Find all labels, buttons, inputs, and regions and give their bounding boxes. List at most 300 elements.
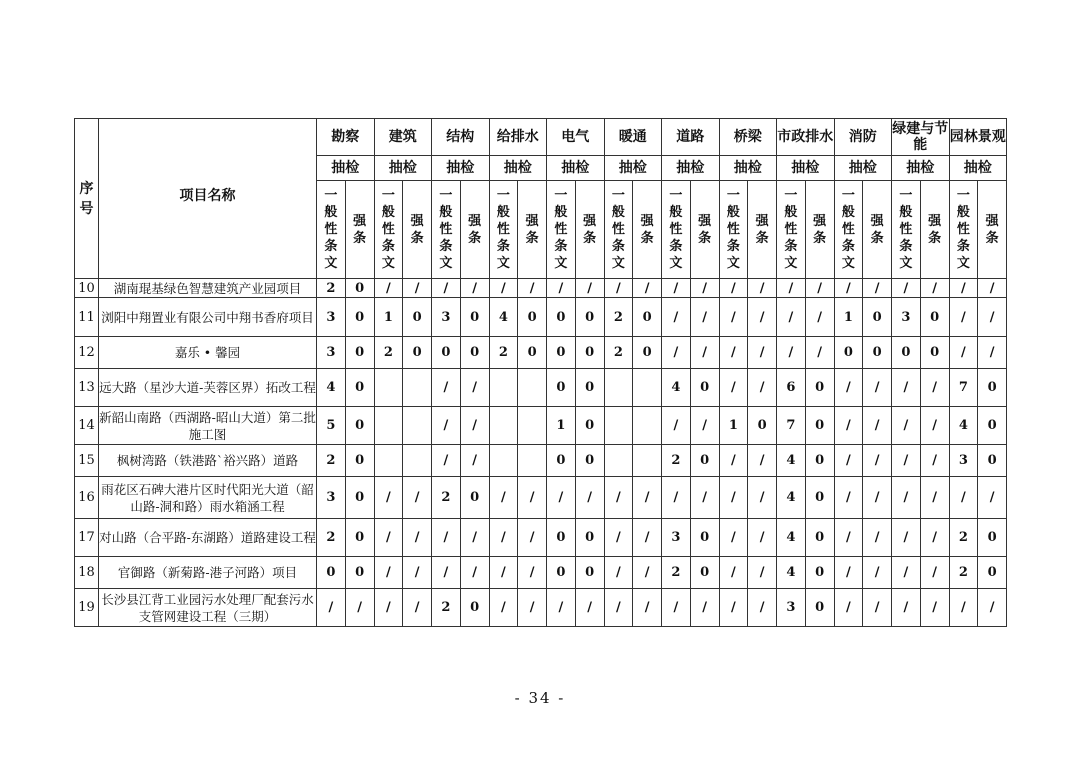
row-value-10 (604, 369, 633, 407)
row-value-15: / (748, 279, 777, 298)
table-row (75, 557, 1007, 589)
row-value-20: / (892, 519, 921, 557)
table-row (75, 337, 1007, 369)
row-value-5: 0 (460, 337, 489, 369)
row-value-10: 2 (604, 298, 633, 337)
row-value-4: / (432, 279, 461, 298)
row-value-15: / (748, 369, 777, 407)
row-value-7 (518, 369, 547, 407)
row-value-18: / (834, 557, 863, 589)
row-value-7: / (518, 519, 547, 557)
row-value-22: 2 (949, 557, 978, 589)
row-value-2: / (374, 589, 403, 627)
row-value-16: 4 (777, 519, 806, 557)
row-value-13: / (690, 279, 719, 298)
row-serial-no: 16 (75, 477, 99, 519)
row-value-5: / (460, 557, 489, 589)
row-value-11: / (633, 589, 662, 627)
row-value-19: / (863, 369, 892, 407)
row-value-17: 0 (805, 557, 834, 589)
row-value-0: 4 (317, 369, 346, 407)
header-sampling-7: 抽检 (719, 156, 777, 181)
row-value-6: / (489, 519, 518, 557)
row-serial-no: 13 (75, 369, 99, 407)
row-value-3: / (403, 557, 432, 589)
row-value-18: / (834, 369, 863, 407)
header-mandatory-clause-0: 强条 (345, 181, 374, 279)
row-value-15: / (748, 298, 777, 337)
row-value-20: / (892, 557, 921, 589)
row-value-3: / (403, 477, 432, 519)
row-value-9: 0 (575, 445, 604, 477)
row-value-21: / (920, 519, 949, 557)
row-value-12: 4 (662, 369, 691, 407)
row-value-8: / (547, 589, 576, 627)
header-mandatory-clause-8: 强条 (805, 181, 834, 279)
row-value-1: 0 (345, 369, 374, 407)
row-value-19: / (863, 477, 892, 519)
header-sampling-2: 抽检 (432, 156, 490, 181)
row-value-9: / (575, 279, 604, 298)
row-value-1: 0 (345, 445, 374, 477)
row-value-15: / (748, 477, 777, 519)
row-value-12: / (662, 279, 691, 298)
header-mandatory-clause-5: 强条 (633, 181, 662, 279)
row-value-4: 2 (432, 589, 461, 627)
row-value-20: / (892, 279, 921, 298)
header-discipline-10: 绿建与节能 (892, 119, 950, 156)
row-value-21: / (920, 407, 949, 445)
row-value-20: 0 (892, 337, 921, 369)
row-value-3 (403, 407, 432, 445)
row-value-10 (604, 445, 633, 477)
header-general-clause-3: 一般性条文 (489, 181, 518, 279)
row-value-13: 0 (690, 519, 719, 557)
row-value-23: / (978, 279, 1007, 298)
row-value-19: / (863, 519, 892, 557)
row-value-14: / (719, 298, 748, 337)
row-value-2: / (374, 279, 403, 298)
row-value-14: / (719, 369, 748, 407)
row-value-11 (633, 407, 662, 445)
row-project-name: 远大路（星沙大道-芙蓉区界）拓改工程 (99, 369, 317, 407)
header-discipline-8: 市政排水 (777, 119, 835, 156)
row-value-4: / (432, 369, 461, 407)
row-value-5: 0 (460, 298, 489, 337)
row-value-22: 4 (949, 407, 978, 445)
row-value-6 (489, 445, 518, 477)
row-value-8: / (547, 477, 576, 519)
row-value-20: / (892, 369, 921, 407)
row-value-22: 3 (949, 445, 978, 477)
row-value-13: / (690, 589, 719, 627)
row-value-17: / (805, 337, 834, 369)
row-value-19: 0 (863, 298, 892, 337)
row-value-18: 0 (834, 337, 863, 369)
row-value-16: / (777, 279, 806, 298)
header-general-clause-7: 一般性条文 (719, 181, 748, 279)
row-value-18: / (834, 589, 863, 627)
row-value-4: 3 (432, 298, 461, 337)
row-value-1: 0 (345, 298, 374, 337)
row-value-23: 0 (978, 557, 1007, 589)
row-value-21: / (920, 279, 949, 298)
row-value-6: / (489, 589, 518, 627)
row-value-13: / (690, 337, 719, 369)
row-value-14: / (719, 337, 748, 369)
row-value-13: / (690, 477, 719, 519)
header-mandatory-clause-9: 强条 (863, 181, 892, 279)
row-value-10: / (604, 519, 633, 557)
row-value-3 (403, 369, 432, 407)
header-discipline-7: 桥梁 (719, 119, 777, 156)
row-value-4: 2 (432, 477, 461, 519)
row-value-17: 0 (805, 589, 834, 627)
header-discipline-0: 勘察 (317, 119, 375, 156)
row-value-21: 0 (920, 298, 949, 337)
row-value-1: 0 (345, 407, 374, 445)
row-value-17: 0 (805, 477, 834, 519)
row-value-19: 0 (863, 337, 892, 369)
row-value-8: 1 (547, 407, 576, 445)
header-sampling-11: 抽检 (949, 156, 1007, 181)
row-value-16: 3 (777, 589, 806, 627)
row-project-name: 雨花区石碑大港片区时代阳光大道（韶山路-洞和路）雨水箱涵工程 (99, 477, 317, 519)
row-value-18: / (834, 279, 863, 298)
row-serial-no: 14 (75, 407, 99, 445)
row-project-name: 长沙县江背工业园污水处理厂配套污水支管网建设工程（三期） (99, 589, 317, 627)
row-value-10: / (604, 557, 633, 589)
row-value-16: 4 (777, 557, 806, 589)
header-general-clause-5: 一般性条文 (604, 181, 633, 279)
row-value-19: / (863, 557, 892, 589)
row-value-20: / (892, 407, 921, 445)
row-value-11: 0 (633, 298, 662, 337)
row-value-22: 2 (949, 519, 978, 557)
header-mandatory-clause-11: 强条 (978, 181, 1007, 279)
header-mandatory-clause-3: 强条 (518, 181, 547, 279)
table-row (75, 369, 1007, 407)
row-serial-no: 15 (75, 445, 99, 477)
header-sampling-6: 抽检 (662, 156, 720, 181)
row-value-15: / (748, 519, 777, 557)
inspection-table (74, 118, 1007, 627)
table-row (75, 589, 1007, 627)
row-value-16: 7 (777, 407, 806, 445)
row-value-8: 0 (547, 337, 576, 369)
row-value-17: 0 (805, 519, 834, 557)
row-value-6: / (489, 557, 518, 589)
row-value-0: 3 (317, 337, 346, 369)
row-value-9: 0 (575, 519, 604, 557)
row-value-11: / (633, 519, 662, 557)
row-value-20: / (892, 477, 921, 519)
row-value-12: 2 (662, 445, 691, 477)
header-discipline-6: 道路 (662, 119, 720, 156)
row-value-11 (633, 445, 662, 477)
header-mandatory-clause-6: 强条 (690, 181, 719, 279)
row-value-6 (489, 369, 518, 407)
row-value-16: / (777, 298, 806, 337)
row-value-7: / (518, 477, 547, 519)
row-value-4: 0 (432, 337, 461, 369)
row-value-23: 0 (978, 519, 1007, 557)
row-serial-no: 12 (75, 337, 99, 369)
header-discipline-3: 给排水 (489, 119, 547, 156)
row-value-8: 0 (547, 445, 576, 477)
table-row (75, 279, 1007, 298)
table-row (75, 298, 1007, 337)
table-row (75, 407, 1007, 445)
row-value-21: 0 (920, 337, 949, 369)
row-value-9: 0 (575, 337, 604, 369)
row-value-23: / (978, 298, 1007, 337)
row-value-13: 0 (690, 557, 719, 589)
row-value-17: 0 (805, 369, 834, 407)
row-value-22: 7 (949, 369, 978, 407)
header-sampling-8: 抽检 (777, 156, 835, 181)
row-value-7: / (518, 557, 547, 589)
row-value-4: / (432, 519, 461, 557)
header-general-clause-4: 一般性条文 (547, 181, 576, 279)
row-value-0: 3 (317, 477, 346, 519)
row-value-5: / (460, 279, 489, 298)
row-project-name: 新韶山南路（西湖路-昭山大道）第二批施工图 (99, 407, 317, 445)
row-value-12: 3 (662, 519, 691, 557)
row-value-13: / (690, 407, 719, 445)
row-value-12: / (662, 298, 691, 337)
row-value-15: / (748, 445, 777, 477)
header-sampling-0: 抽检 (317, 156, 375, 181)
row-value-6: / (489, 477, 518, 519)
row-value-5: 0 (460, 477, 489, 519)
row-value-9: 0 (575, 369, 604, 407)
row-value-0: 3 (317, 298, 346, 337)
header-sampling-4: 抽检 (547, 156, 605, 181)
row-value-12: / (662, 337, 691, 369)
row-value-15: / (748, 589, 777, 627)
row-serial-no: 17 (75, 519, 99, 557)
row-value-21: / (920, 557, 949, 589)
header-general-clause-11: 一般性条文 (949, 181, 978, 279)
table-row (75, 477, 1007, 519)
row-value-20: 3 (892, 298, 921, 337)
row-value-6: 4 (489, 298, 518, 337)
row-serial-no: 19 (75, 589, 99, 627)
row-value-8: 0 (547, 519, 576, 557)
row-value-23: / (978, 589, 1007, 627)
row-value-23: / (978, 477, 1007, 519)
row-value-2 (374, 445, 403, 477)
row-value-12: 2 (662, 557, 691, 589)
row-value-2: / (374, 477, 403, 519)
row-value-2: 1 (374, 298, 403, 337)
table-row (75, 519, 1007, 557)
row-value-10: / (604, 589, 633, 627)
row-value-16: 4 (777, 477, 806, 519)
row-value-11: / (633, 477, 662, 519)
row-value-17: / (805, 279, 834, 298)
row-value-6 (489, 407, 518, 445)
row-value-7: / (518, 279, 547, 298)
row-value-23: 0 (978, 369, 1007, 407)
row-value-1: 0 (345, 337, 374, 369)
row-value-9: / (575, 589, 604, 627)
row-project-name: 官御路（新菊路-港子河路）项目 (99, 557, 317, 589)
row-project-name: 湖南琨基绿色智慧建筑产业园项目 (99, 279, 317, 298)
row-value-8: 0 (547, 298, 576, 337)
row-value-1: 0 (345, 557, 374, 589)
row-project-name: 枫树湾路（铁港路`裕兴路）道路 (99, 445, 317, 477)
row-value-8: / (547, 279, 576, 298)
row-value-5: / (460, 369, 489, 407)
row-value-15: / (748, 337, 777, 369)
row-value-11 (633, 369, 662, 407)
row-value-3 (403, 445, 432, 477)
header-general-clause-2: 一般性条文 (432, 181, 461, 279)
row-value-20: / (892, 589, 921, 627)
row-value-0: 0 (317, 557, 346, 589)
row-value-14: / (719, 557, 748, 589)
header-discipline-11: 园林景观 (949, 119, 1007, 156)
row-value-22: / (949, 279, 978, 298)
row-value-7: 0 (518, 337, 547, 369)
row-value-9: 0 (575, 557, 604, 589)
row-serial-no: 18 (75, 557, 99, 589)
row-value-2 (374, 369, 403, 407)
header-mandatory-clause-4: 强条 (575, 181, 604, 279)
row-value-13: 0 (690, 369, 719, 407)
header-mandatory-clause-7: 强条 (748, 181, 777, 279)
row-value-19: / (863, 407, 892, 445)
header-discipline-5: 暖通 (604, 119, 662, 156)
row-value-22: / (949, 477, 978, 519)
header-general-clause-1: 一般性条文 (374, 181, 403, 279)
header-discipline-1: 建筑 (374, 119, 432, 156)
row-value-9: / (575, 477, 604, 519)
row-serial-no: 10 (75, 279, 99, 298)
row-value-14: / (719, 477, 748, 519)
row-value-0: 2 (317, 519, 346, 557)
header-discipline-4: 电气 (547, 119, 605, 156)
header-project-name: 项目名称 (99, 119, 317, 279)
header-sampling-10: 抽检 (892, 156, 950, 181)
row-value-0: 5 (317, 407, 346, 445)
row-value-20: / (892, 445, 921, 477)
row-value-3: / (403, 279, 432, 298)
row-value-23: 0 (978, 407, 1007, 445)
header-discipline-2: 结构 (432, 119, 490, 156)
row-value-0: / (317, 589, 346, 627)
row-value-23: / (978, 337, 1007, 369)
header-sampling-9: 抽检 (834, 156, 892, 181)
header-mandatory-clause-2: 强条 (460, 181, 489, 279)
row-value-15: 0 (748, 407, 777, 445)
row-value-14: / (719, 279, 748, 298)
row-value-18: 1 (834, 298, 863, 337)
header-row-groups (75, 119, 1007, 156)
row-value-7 (518, 445, 547, 477)
row-value-8: 0 (547, 557, 576, 589)
row-value-4: / (432, 557, 461, 589)
row-value-11: / (633, 279, 662, 298)
row-value-5: 0 (460, 589, 489, 627)
row-project-name: 嘉乐 • 馨园 (99, 337, 317, 369)
row-value-21: / (920, 445, 949, 477)
row-value-2: / (374, 557, 403, 589)
header-general-clause-6: 一般性条文 (662, 181, 691, 279)
page-number: - 34 - (514, 689, 566, 707)
row-value-17: / (805, 298, 834, 337)
row-value-21: / (920, 369, 949, 407)
header-general-clause-8: 一般性条文 (777, 181, 806, 279)
row-value-10: / (604, 279, 633, 298)
row-value-22: / (949, 589, 978, 627)
header-sampling-3: 抽检 (489, 156, 547, 181)
row-value-9: 0 (575, 298, 604, 337)
row-value-12: / (662, 477, 691, 519)
header-general-clause-9: 一般性条文 (834, 181, 863, 279)
row-value-12: / (662, 589, 691, 627)
row-value-21: / (920, 589, 949, 627)
row-value-3: / (403, 589, 432, 627)
row-value-3: 0 (403, 298, 432, 337)
row-value-2: / (374, 519, 403, 557)
header-discipline-9: 消防 (834, 119, 892, 156)
row-value-13: / (690, 298, 719, 337)
row-value-7: 0 (518, 298, 547, 337)
row-value-1: 0 (345, 519, 374, 557)
header-serial-no: 序号 (75, 119, 99, 279)
row-value-18: / (834, 445, 863, 477)
row-value-10 (604, 407, 633, 445)
row-value-13: 0 (690, 445, 719, 477)
row-value-4: / (432, 407, 461, 445)
row-value-19: / (863, 445, 892, 477)
row-value-3: / (403, 519, 432, 557)
row-value-22: / (949, 337, 978, 369)
row-value-11: / (633, 557, 662, 589)
row-value-19: / (863, 279, 892, 298)
row-value-0: 2 (317, 279, 346, 298)
row-value-17: 0 (805, 445, 834, 477)
header-mandatory-clause-1: 强条 (403, 181, 432, 279)
row-value-14: 1 (719, 407, 748, 445)
row-value-14: / (719, 589, 748, 627)
row-value-5: / (460, 407, 489, 445)
row-value-12: / (662, 407, 691, 445)
row-project-name: 浏阳中翔置业有限公司中翔书香府项目 (99, 298, 317, 337)
row-value-22: / (949, 298, 978, 337)
header-mandatory-clause-10: 强条 (920, 181, 949, 279)
row-value-16: 4 (777, 445, 806, 477)
row-value-9: 0 (575, 407, 604, 445)
row-value-4: / (432, 445, 461, 477)
row-value-1: / (345, 589, 374, 627)
row-value-16: / (777, 337, 806, 369)
row-value-2 (374, 407, 403, 445)
row-serial-no: 11 (75, 298, 99, 337)
row-value-1: 0 (345, 477, 374, 519)
row-value-10: / (604, 477, 633, 519)
row-value-10: 2 (604, 337, 633, 369)
row-value-23: 0 (978, 445, 1007, 477)
row-value-7: / (518, 589, 547, 627)
row-value-1: 0 (345, 279, 374, 298)
row-value-19: / (863, 589, 892, 627)
header-general-clause-0: 一般性条文 (317, 181, 346, 279)
row-value-5: / (460, 519, 489, 557)
